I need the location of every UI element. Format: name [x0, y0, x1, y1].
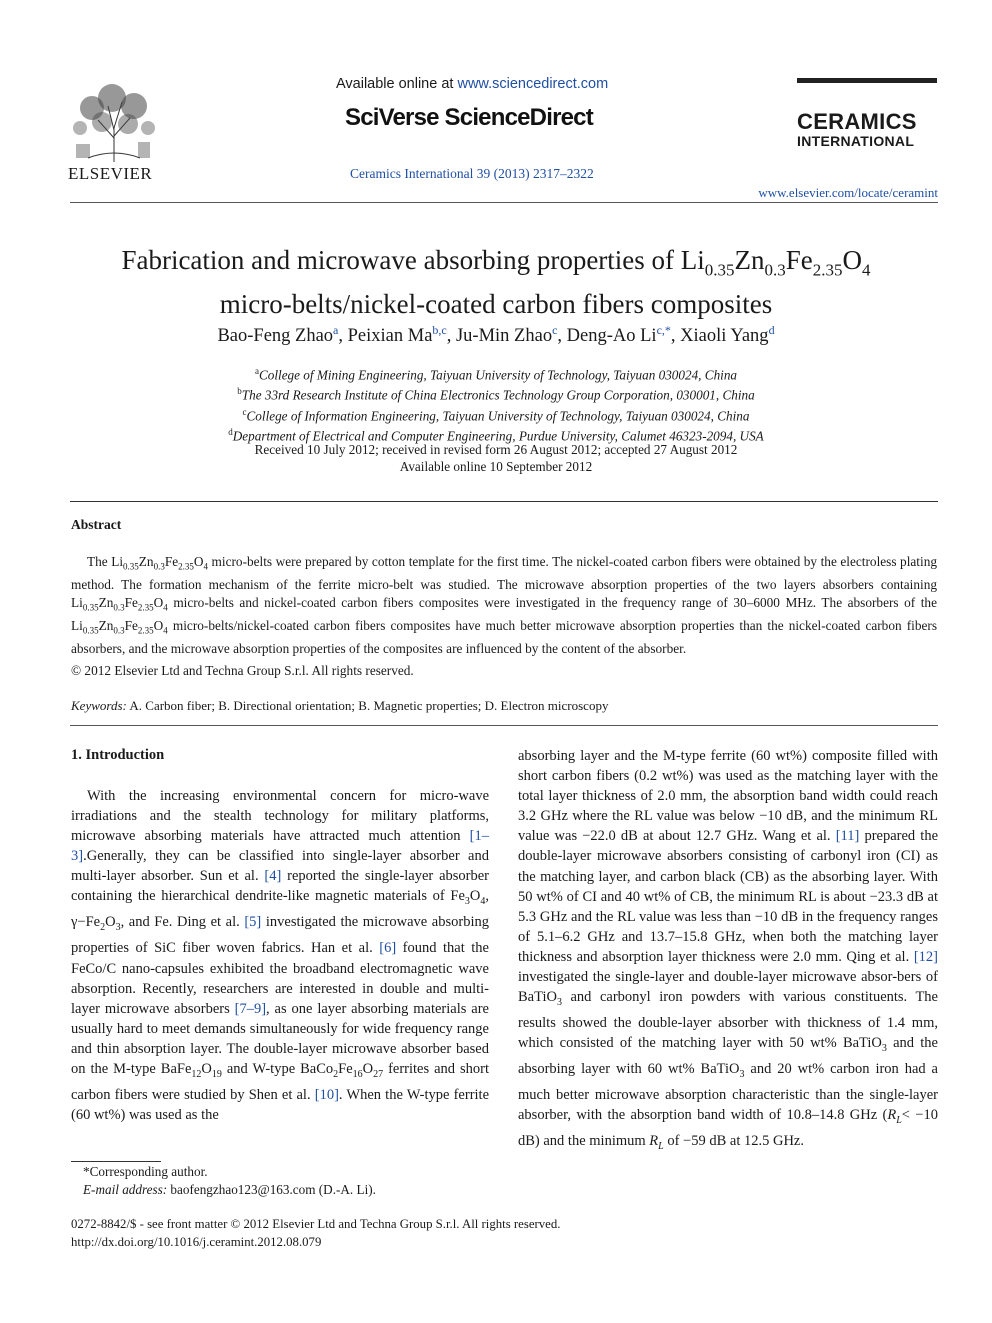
reference-link[interactable]: [6]	[379, 940, 397, 957]
author: Bao-Feng Zhao$^a$,	[217, 323, 348, 347]
reference-link[interactable]: [12]	[913, 948, 938, 965]
received-dates: Received 10 July 2012; received in revised form 26 August 2012; accepted 27 August 2012	[254, 442, 738, 457]
journal-url-link[interactable]: www.elsevier.com/locate/ceramint	[758, 185, 938, 200]
reference-link[interactable]: [10]	[314, 1086, 339, 1103]
affiliations	[0, 363, 992, 445]
journal-title-line2: INTERNATIONAL	[797, 133, 915, 149]
available-online: Available online at www.sciencedirect.com	[336, 76, 609, 92]
tree-logo-icon	[68, 78, 160, 164]
author-list	[0, 323, 992, 347]
abstract-copyright: © 2012 Elsevier Ltd and Techna Group S.r.l. All rights reserved.	[71, 663, 414, 678]
section-heading-introduction: 1. Introduction	[71, 747, 165, 763]
affiliation: $^c$College of Information Engineering, Taiyuan University of Technology, Taiyuan 030024, China	[242, 406, 750, 424]
reference-link[interactable]: [5]	[244, 914, 262, 931]
intro-column-left: With the increasing environmental concern for micro-wave irradiations and the stealth technology for military platforms, microwave absorbing materials have attracted much attention [1–3].Generally, they can be classified into single-layer absorber and multi-layer absorber. Sun et al. [4] reported the single-layer absorber containing the hierarchical dendrite-like magnetic materials of $Fe_3O_4$, $\gamma-Fe_2O_3$, and Fe. Ding et al. [5] investigated the microwave absorbing properties of SiC fiber woven fabrics. Han et al. [6] found that the FeCo/C nano-capsules exhibited the broadband electromagnetic wave absorption. Recently, researchers are interested in double and multi-layer microwave absorbers [7–9], as one layer absorbing materials are usually hard to meet demands simultaneously for wide frequency range and thin absorption layer. The double-layer microwave absorber based on the M-type $BaFe_{12}O_{19}$ and W-type $BaCo_2Fe_{16}O_{27}$ ferrites and short carbon fibers were studied by Shen et al. [10]. When the W-type ferrite (60 wt%) was used as the	[71, 788, 490, 1124]
doi-link[interactable]: http://dx.doi.org/10.1016/j.ceramint.2012.08.079	[71, 1234, 322, 1249]
abstract-heading: Abstract	[71, 517, 122, 532]
publisher-name: ELSEVIER	[68, 164, 153, 183]
reference-link[interactable]: [1–3]	[71, 828, 489, 865]
reference-link[interactable]: [7–9]	[234, 1000, 267, 1017]
author: Ju-Min Zhao$^c$,	[455, 323, 567, 347]
journal-citation-link[interactable]: Ceramics International 39 (2013) 2317–2322	[350, 166, 594, 181]
author: Peixian Ma$^{b,c}$,	[347, 323, 456, 347]
author: Xiaoli Yang$^d$	[680, 323, 775, 347]
reference-link[interactable]: [4]	[264, 868, 282, 885]
title-line2: micro-belts/nickel-coated carbon fibers composites	[219, 289, 773, 320]
online-date: Available online 10 September 2012	[399, 459, 593, 474]
platform-name: SciVerse ScienceDirect	[345, 104, 593, 131]
header-divider	[70, 202, 938, 203]
issn-line: 0272-8842/$ - see front matter © 2012 Elsevier Ltd and Techna Group S.r.l. All rights reserved.	[71, 1217, 561, 1231]
email-line: E-mail address: baofengzhao123@163.com (D.-A. Li).	[83, 1181, 376, 1197]
footnote	[71, 1163, 376, 1198]
journal-logo	[797, 78, 937, 150]
page-footer	[71, 1216, 560, 1251]
article-dates	[0, 441, 992, 475]
corresponding-author: *Corresponding author.	[83, 1164, 208, 1179]
keywords: Keywords: A. Carbon fiber; B. Directional orientation; B. Magnetic properties; D. Electron microscopy	[71, 698, 609, 713]
journal-title-line1: CERAMICS	[797, 109, 917, 134]
affiliation: $^d$Department of Electrical and Computer Engineering, Purdue University, Calumet 46323-2094, USA	[228, 427, 764, 444]
footnote-divider	[71, 1161, 161, 1162]
author: Deng-Ao $Li^{c,*}$,	[566, 323, 681, 347]
keywords-divider	[70, 725, 938, 726]
affiliation: $^a$College of Mining Engineering, Taiyuan University of Technology, Taiyuan 030024, China	[254, 366, 738, 383]
reference-link[interactable]: [11]	[835, 828, 860, 845]
title-line1: Fabrication and microwave absorbing properties of $Li_{0.35}Zn_{0.3}Fe_{2.35}O_4$	[121, 245, 871, 280]
article-title	[0, 243, 992, 322]
sciencedirect-link[interactable]: www.sciencedirect.com	[457, 76, 609, 92]
abstract-top-divider	[70, 501, 938, 502]
abstract-body: The $Li_{0.35}Zn_{0.3}Fe_{2.35}O_4$ micro-belts were prepared by cotton template for the first time. The nickel-coated carbon fibers were obtained by the electroless plating method. The formation mechanism of the ferrite micro-belt was studied. The microwave absorption properties of the two layers absorbers containing $Li_{0.35}Zn_{0.3}Fe_{2.35}O_4$ micro-belts and nickel-coated carbon fibers composites were investigated in the frequency range of 30–6000 MHz. The absorbers of the $Li_{0.35}Zn_{0.3}Fe_{2.35}O_4$ micro-belts/nickel-coated carbon fibers composites have much better microwave absorption properties than the nickel-coated carbon fibers absorbers, and the microwave absorption properties of the composites are influenced by the content of the absorber.	[71, 554, 937, 657]
intro-column-right: absorbing layer and the M-type ferrite (60 wt%) composite filled with short carbon fibers (0.2 wt%) was used as the matching layer with the total layer thickness of 2.0 mm, the absorption band width could reach 3.2 GHz where the RL value was below −10 dB, and the minimum RL value was −22.0 dB at about 12.7 GHz. Wang et al. [11] prepared the double-layer microwave absorbers consisting of carbonyl iron (CI) as the matching layer, and carbon black (CB) as the absorbing layer. With 50 wt% of CI and 40 wt% of CB, the minimum RL is about −23.3 dB at 5.3 GHz and the RL value was less than −10 dB in the frequency ranges of 5.1–6.2 GHz and 13.7–15.8 GHz, when both the matching layer thickness and absorption layer thickness were 2.0 mm. Qing et al. [12] investigated the single-layer and double-layer microwave absor-bers of BaTiO$_3$ and carbonyl iron powders with various constituents. The results showed the double-layer absorber with thickness of 1.4 mm, which consisted of the matching layer with 50 wt% BaTiO$_3$ and the absorbing layer with 60 wt% BaTiO$_3$ and 20 wt% carbon iron had a much better microwave absorption characteristic than the single-layer absorber, with the absorption band width of 10.8–14.8 GHz ($R_L< -10$ dB) and the minimum $R_L$ of −59 dB at 12.5 GHz.	[518, 748, 939, 1153]
affiliation: $^b$The 33rd Research Institute of China Electronics Technology Group Corporation, 030001, China	[237, 386, 755, 403]
